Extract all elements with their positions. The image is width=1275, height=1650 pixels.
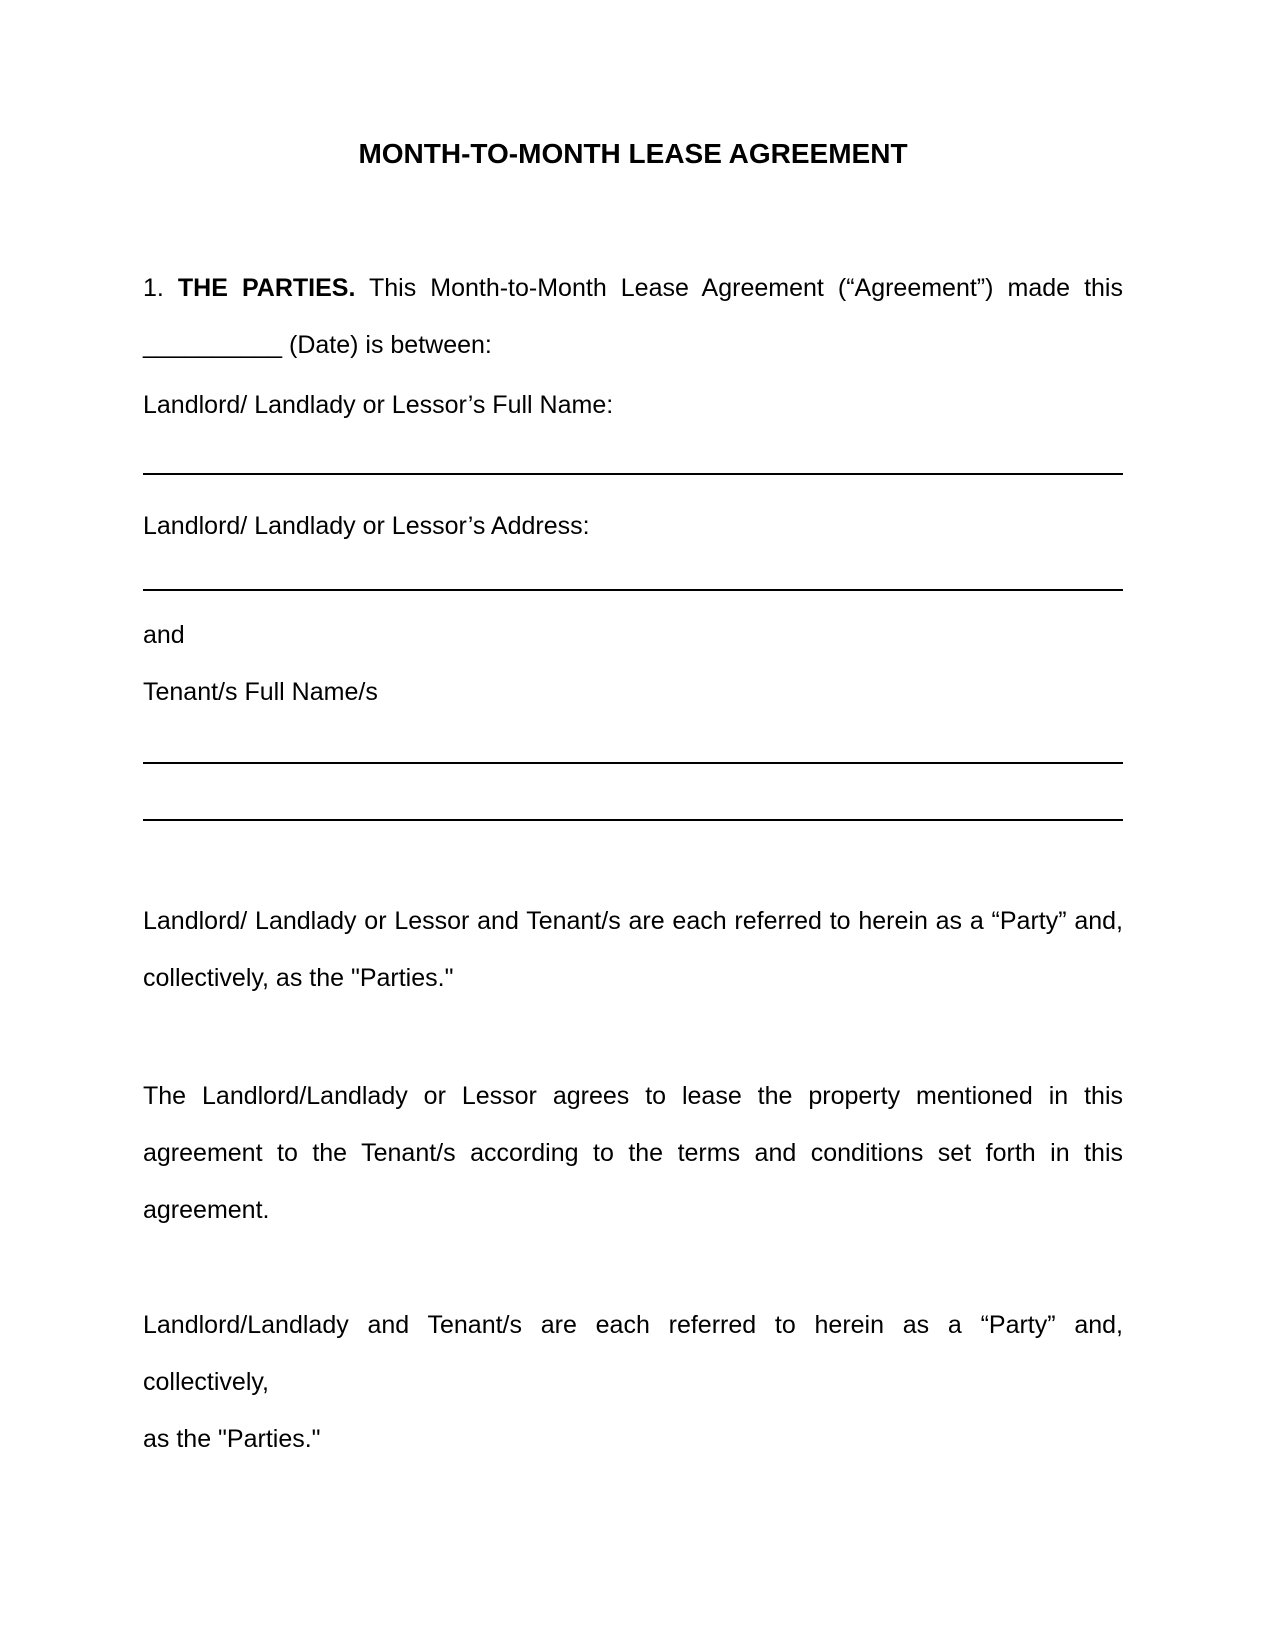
lease-agreement-line-1: The Landlord/Landlady or Lessor agrees to lease the property mentioned in this bbox=[143, 1082, 1123, 1110]
landlord-address-fill-line[interactable] bbox=[143, 589, 1123, 591]
parties-intro-paragraph bbox=[143, 260, 1123, 374]
lease-agreement-line-3: agreement. bbox=[143, 1196, 270, 1224]
section-heading: THE PARTIES. bbox=[177, 274, 356, 302]
document-title: MONTH-TO-MONTH LEASE AGREEMENT bbox=[358, 138, 908, 169]
tenant-name-label: Tenant/s Full Name/s bbox=[143, 678, 378, 706]
section-number: 1. bbox=[143, 274, 164, 302]
landlord-address-label: Landlord/ Landlady or Lessor’s Address: bbox=[143, 512, 590, 540]
parties-reference-line-2: collectively, as the "Parties." bbox=[143, 964, 454, 992]
tenant-name-fill-line-1[interactable] bbox=[143, 762, 1123, 764]
lease-agreement-line-2: agreement to the Tenant/s according to the terms and conditions set forth in this bbox=[143, 1139, 1123, 1167]
parties-intro-text: This Month-to-Month Lease Agreement (“Agreement”) made this bbox=[368, 274, 1123, 302]
parties-reference-2-line-1: Landlord/Landlady and Tenant/s are each referred to herein as a “Party” and, collectively, bbox=[143, 1311, 1123, 1396]
lease-agreement-paragraph bbox=[143, 1068, 1123, 1239]
parties-reference-2-paragraph bbox=[143, 1297, 1123, 1468]
landlord-name-label: Landlord/ Landlady or Lessor’s Full Name: bbox=[143, 391, 614, 419]
parties-intro-line-1 bbox=[143, 260, 1123, 317]
and-conjunction: and bbox=[143, 621, 185, 649]
tenant-name-fill-line-2[interactable] bbox=[143, 819, 1123, 821]
landlord-name-fill-line[interactable] bbox=[143, 473, 1123, 475]
parties-reference-paragraph bbox=[143, 893, 1123, 1007]
date-blank-field[interactable]: __________ bbox=[143, 331, 283, 359]
date-label-text: (Date) is between: bbox=[289, 331, 492, 359]
parties-intro-line-2 bbox=[143, 317, 1123, 374]
parties-reference-2-line-2: as the "Parties." bbox=[143, 1425, 321, 1453]
parties-reference-line-1: Landlord/ Landlady or Lessor and Tenant/s are each referred to herein as a “Party” and, bbox=[143, 907, 1123, 935]
